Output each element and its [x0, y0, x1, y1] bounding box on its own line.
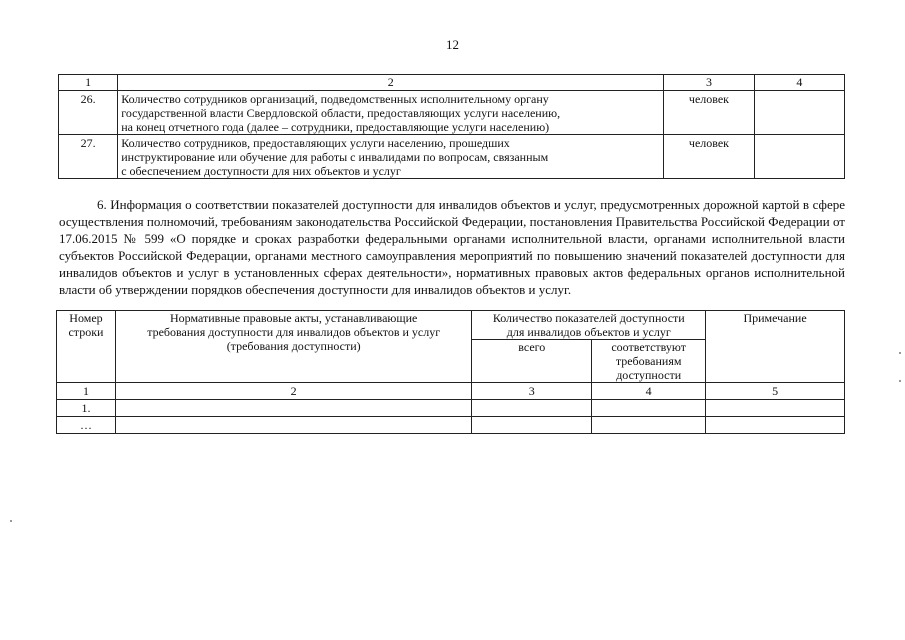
note-cell: [706, 400, 845, 417]
total-cell: [472, 417, 592, 434]
header-note: Примечание: [706, 311, 845, 383]
header-text: Количество показателей доступности: [492, 311, 685, 325]
column-number: 1: [57, 383, 116, 400]
accessibility-requirements-table: [56, 310, 845, 434]
column-number: 3: [472, 383, 592, 400]
header-text: доступности: [616, 368, 682, 382]
header-text: требования доступности для инвалидов объектов и услуг: [147, 325, 441, 339]
row-number: 26.: [59, 91, 118, 135]
regulation-cell: [115, 400, 471, 417]
header-regulations: [115, 311, 471, 383]
header-total: всего: [472, 340, 592, 383]
header-compliant: [592, 340, 706, 383]
header-text: требованиям: [615, 354, 682, 368]
table-row: [57, 400, 845, 417]
table-header-row: [57, 311, 845, 340]
page-number: 12: [446, 37, 459, 52]
header-text: строки: [68, 325, 104, 339]
header-col-4: 4: [754, 75, 844, 91]
header-row-number: [57, 311, 116, 383]
indicator-line: Количество сотрудников, предоставляющих услуги населению, прошедших: [121, 136, 510, 150]
row-number: 27.: [59, 135, 118, 179]
note-cell: [706, 417, 845, 434]
indicator-name: [118, 91, 664, 135]
header-col-3: 3: [664, 75, 754, 91]
header-text: соответствуют: [611, 340, 686, 354]
table-row: [59, 91, 845, 135]
indicator-name: [118, 135, 664, 179]
indicator-line: с обеспечением доступности для них объектов и услуг: [121, 164, 401, 178]
compliant-cell: [592, 417, 706, 434]
header-col-2: 2: [118, 75, 664, 91]
column-number: 4: [592, 383, 706, 400]
indicators-table-continued: [58, 74, 845, 179]
indicator-line: государственной власти Свердловской области, предоставляющих услуги населению,: [121, 106, 561, 120]
value-cell: [754, 91, 844, 135]
value-cell: [754, 135, 844, 179]
header-text: Номер: [69, 311, 103, 325]
unit: человек: [664, 135, 754, 179]
section-6-paragraph: 6. Информация о соответствии показателей доступности для инвалидов объектов и услуг, предусмотренных дорожной картой в сфере осуществления полномочий, требованиям законодательства Российской Федерации, постановления Правительства Российской Федерации от 17.06.2015 № 599 «О порядке и сроках разработки федеральными органами исполнительной власти, органами исполнительной власти субъектов Российской Федерации, органами местного самоуправления мероприятий по повышению значений показателей доступности для инвалидов объектов и услуг в установленных сферах деятельности», нормативных правовых актов федеральных органов исполнительной власти об утверждении порядков обеспечения доступности для инвалидов объектов и услуг.: [59, 197, 845, 297]
scan-mark: [899, 380, 901, 382]
header-text: для инвалидов объектов и услуг: [506, 325, 671, 339]
header-indicator-count: [472, 311, 706, 340]
table-row: [59, 135, 845, 179]
row-number: 1.: [57, 400, 116, 417]
row-number: …: [57, 417, 116, 434]
column-number: 5: [706, 383, 845, 400]
table-row: [57, 417, 845, 434]
indicator-line: на конец отчетного года (далее – сотрудники, предоставляющие услуги населению): [121, 120, 550, 134]
column-number-row: [57, 383, 845, 400]
column-number: 2: [115, 383, 471, 400]
header-col-1: 1: [59, 75, 118, 91]
scan-mark: [899, 352, 901, 354]
header-text: (требования доступности): [226, 339, 361, 353]
total-cell: [472, 400, 592, 417]
unit: человек: [664, 91, 754, 135]
header-text: Нормативные правовые акты, устанавливающие: [170, 311, 418, 325]
regulation-cell: [115, 417, 471, 434]
indicator-line: инструктирование или обучение для работы с инвалидами по вопросам, связанным: [121, 150, 549, 164]
indicator-line: Количество сотрудников организаций, подведомственных исполнительному органу: [121, 92, 549, 106]
table-header-row: [59, 75, 845, 91]
compliant-cell: [592, 400, 706, 417]
scan-mark: [10, 520, 12, 522]
